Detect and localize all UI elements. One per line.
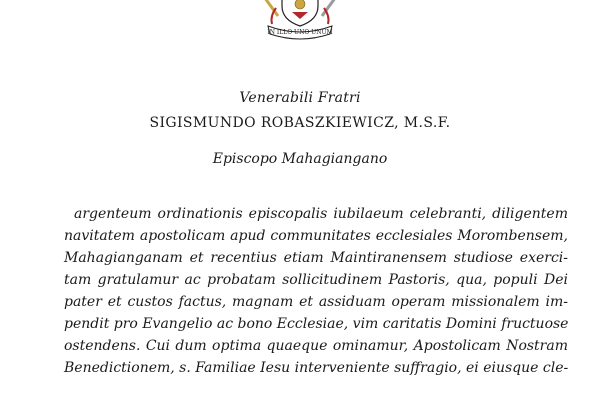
papal-coat-of-arms-icon [248, 0, 352, 42]
addressee-name: SIGISMUNDO ROBASZKIEWICZ, M.S.F. [149, 115, 451, 131]
body-line: pater et custos factus, magnam et assiduam operam missionalem im- [64, 294, 568, 310]
body-line: Mahagianganam et recentius etiam Maintiranensem studiose exerci- [64, 250, 568, 266]
body-line: argenteum ordinationis episcopalis iubilaeum celebranti, diligentem [74, 206, 568, 222]
body-line: tam gratulamur ac probatam sollicitudinem Pastoris, qua, populi Dei [64, 272, 568, 288]
salutation: Venerabili Fratri [239, 90, 361, 106]
body-line: navitatem apostolicam apud communitates ecclesiales Morombensem, [64, 228, 568, 244]
letter-body [64, 203, 568, 379]
crest-motto: IN ILLO UNO UNUM [267, 29, 333, 36]
body-line: ostendens. Cui dum optima quaeque ominamur, Apostolicam Nostram [64, 338, 568, 354]
body-line: pendit pro Evangelio ac bono Ecclesiae, vim caritatis Domini fructuose [64, 316, 569, 332]
addressee-title: Episcopo Mahagiangano [212, 151, 388, 167]
body-line: Benedictionem, s. Familiae Iesu interveniente suffragio, ei eiusque cle- [64, 360, 569, 376]
